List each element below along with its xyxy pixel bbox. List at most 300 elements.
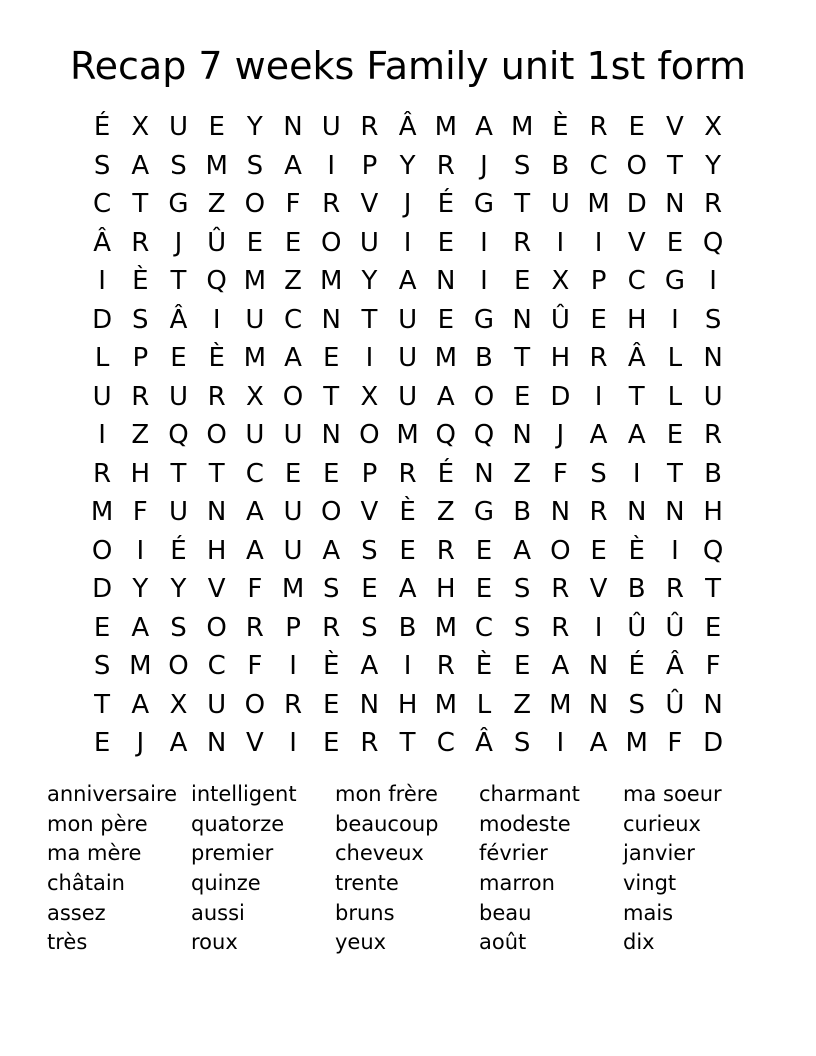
grid-letter: U (283, 535, 303, 566)
grid-letter: O (91, 535, 113, 566)
grid-letter: A (322, 535, 341, 566)
grid-letter: Q (702, 227, 724, 258)
grid-letter: É (437, 458, 454, 489)
grid-letter: U (321, 112, 341, 143)
grid-row (83, 455, 733, 494)
grid-letter: H (130, 458, 151, 489)
grid-letter: E (323, 343, 340, 374)
word-list-item: charmant (479, 782, 580, 806)
grid-letter: U (168, 497, 188, 528)
grid-letter: É (170, 535, 187, 566)
grid-letter: Y (705, 150, 722, 181)
word-list-item: modeste (479, 811, 571, 836)
grid-letter: H (436, 574, 456, 605)
grid-letter: A (284, 150, 302, 181)
grid-letter: M (434, 689, 457, 720)
grid-letter: A (589, 728, 608, 759)
grid-letter: I (289, 651, 297, 682)
grid-letter: N (359, 689, 380, 720)
grid-letter: G (168, 189, 189, 220)
grid-letter: T (399, 728, 416, 759)
grid-letter: Z (207, 189, 226, 220)
grid-letter: E (437, 227, 454, 258)
grid-row (83, 378, 733, 417)
grid-row (83, 108, 733, 147)
grid-letter: F (285, 189, 301, 220)
grid-letter: S (704, 304, 722, 335)
grid-letter: O (320, 497, 342, 528)
grid-letter: Â (666, 651, 684, 682)
grid-letter: E (284, 458, 302, 489)
grid-letter: M (396, 420, 419, 451)
grid-letter: E (170, 343, 187, 374)
grid-letter: N (512, 420, 532, 451)
grid-letter: E (475, 535, 493, 566)
grid-letter: T (361, 304, 378, 335)
grid-letter: C (589, 150, 608, 181)
page-title: Recap 7 weeks Family unit 1st form (69, 44, 747, 88)
grid-letter: V (207, 574, 226, 605)
grid-letter: B (513, 497, 532, 528)
grid-letter: H (550, 343, 571, 374)
grid-letter: R (436, 651, 455, 682)
grid-letter: M (281, 574, 305, 605)
grid-letter: R (589, 497, 608, 528)
grid-letter: T (666, 150, 683, 181)
grid-letter: E (323, 728, 340, 759)
grid-letter: E (590, 535, 607, 566)
grid-letter: E (284, 227, 302, 258)
grid-letter: N (283, 112, 303, 143)
grid-letter: S (93, 150, 111, 181)
grid-letter: L (476, 689, 492, 720)
grid-letter: M (129, 651, 152, 682)
word-column (479, 780, 623, 958)
grid-letter: Û (665, 612, 685, 643)
word-list (47, 780, 767, 958)
grid-letter: J (174, 227, 183, 258)
grid-letter: D (626, 189, 647, 220)
grid-letter: I (289, 728, 297, 759)
letter-grid (83, 108, 733, 763)
grid-letter: M (320, 266, 343, 297)
grid-letter: A (131, 612, 150, 643)
grid-letter: A (475, 112, 493, 143)
grid-letter: R (589, 112, 608, 143)
grid-letter: S (628, 689, 645, 720)
grid-row (83, 185, 733, 224)
grid-letter: T (132, 189, 149, 220)
grid-letter: C (436, 728, 455, 759)
grid-letter: M (243, 266, 267, 297)
grid-letter: H (397, 689, 418, 720)
grid-letter: I (594, 381, 603, 412)
word-list-item: intelligent (191, 782, 297, 806)
grid-letter: A (169, 728, 188, 759)
grid-letter: N (474, 458, 494, 489)
grid-letter: D (92, 574, 113, 605)
grid-letter: N (321, 420, 341, 451)
grid-letter: È (475, 651, 493, 682)
grid-letter: Â (398, 112, 417, 143)
grid-letter: A (627, 420, 646, 451)
grid-letter: R (551, 612, 570, 643)
grid-letter: R (131, 381, 150, 412)
word-list-item: curieux (623, 811, 701, 836)
grid-letter: T (514, 343, 531, 374)
grid-letter: E (513, 266, 531, 297)
grid-letter: Û (665, 689, 685, 720)
word-list-item: cheveux (335, 841, 424, 866)
word-list-item: vingt (623, 871, 677, 896)
grid-letter: N (665, 189, 685, 220)
grid-letter: C (283, 304, 303, 335)
grid-letter: R (436, 535, 455, 566)
grid-letter: T (666, 458, 683, 489)
grid-letter: M (587, 189, 610, 220)
word-list-item: beau (479, 900, 532, 925)
grid-letter: Q (473, 420, 495, 451)
grid-letter: U (398, 381, 418, 412)
grid-letter: R (665, 574, 684, 605)
grid-letter: É (437, 189, 454, 220)
grid-letter: É (93, 112, 111, 143)
grid-letter: C (207, 651, 226, 682)
grid-letter: V (360, 497, 379, 528)
word-list-item: yeux (335, 930, 387, 955)
grid-letter: B (704, 458, 723, 489)
grid-letter: E (208, 112, 225, 143)
grid-letter: C (93, 189, 112, 220)
grid-letter: F (667, 728, 683, 759)
grid-letter: I (403, 227, 412, 258)
grid-letter: F (705, 651, 721, 682)
grid-row (83, 570, 733, 609)
grid-letter: A (245, 497, 264, 528)
grid-letter: U (92, 381, 112, 412)
word-list-item: février (479, 841, 548, 866)
grid-letter: O (626, 150, 647, 181)
grid-letter: Â (475, 728, 493, 759)
grid-letter: H (703, 497, 723, 528)
grid-letter: G (473, 497, 495, 528)
grid-letter: I (212, 304, 221, 335)
grid-letter: I (671, 535, 679, 566)
grid-letter: E (628, 112, 645, 143)
grid-letter: J (403, 189, 412, 220)
grid-letter: R (322, 189, 341, 220)
grid-letter: I (98, 266, 106, 297)
grid-row (83, 686, 733, 725)
grid-letter: F (247, 651, 263, 682)
grid-letter: O (244, 689, 266, 720)
grid-letter: N (588, 689, 609, 720)
grid-letter: R (322, 612, 341, 643)
grid-letter: T (170, 458, 187, 489)
word-list-item: trente (335, 871, 399, 896)
grid-letter: D (92, 304, 113, 335)
grid-letter: N (321, 304, 341, 335)
grid-letter: X (360, 381, 379, 412)
word-column (335, 780, 479, 958)
grid-letter: Y (170, 574, 187, 605)
grid-letter: G (473, 189, 495, 220)
grid-letter: T (705, 574, 722, 605)
grid-letter: E (475, 574, 493, 605)
word-list-item: assez (47, 900, 106, 925)
word-list-item: anniversaire (47, 782, 178, 806)
grid-letter: U (398, 304, 418, 335)
grid-letter: I (556, 227, 565, 258)
grid-letter: M (205, 150, 228, 181)
grid-letter: B (475, 343, 493, 374)
grid-letter: É (628, 651, 645, 682)
grid-row (83, 339, 733, 378)
grid-letter: U (703, 381, 723, 412)
grid-letter: E (361, 574, 378, 605)
grid-letter: S (513, 728, 531, 759)
grid-letter: A (398, 266, 417, 297)
grid-letter: E (666, 227, 684, 258)
word-list-item: bruns (335, 900, 395, 925)
grid-letter: Û (550, 304, 570, 335)
grid-letter: J (480, 150, 488, 181)
word-list-item: mon père (47, 811, 148, 836)
grid-letter: N (703, 343, 723, 374)
grid-letter: M (625, 728, 648, 759)
grid-letter: M (549, 689, 572, 720)
grid-letter: U (550, 189, 570, 220)
grid-letter: A (360, 651, 379, 682)
grid-letter: I (556, 728, 565, 759)
grid-letter: Q (206, 266, 227, 297)
grid-letter: T (170, 266, 187, 297)
word-list-item: très (47, 930, 88, 955)
grid-letter: N (550, 497, 571, 528)
grid-letter: X (551, 266, 570, 297)
grid-letter: X (169, 689, 188, 720)
grid-letter: E (399, 535, 416, 566)
grid-letter: O (206, 420, 227, 451)
grid-letter: Û (207, 227, 227, 258)
grid-letter: Y (399, 150, 416, 181)
grid-letter: G (473, 304, 495, 335)
grid-letter: S (513, 612, 531, 643)
grid-letter: E (323, 458, 340, 489)
grid-row (83, 147, 733, 186)
word-list-item: dix (623, 930, 655, 955)
word-column (47, 780, 191, 958)
grid-letter: M (90, 497, 114, 528)
grid-letter: R (93, 458, 112, 489)
grid-letter: Q (702, 535, 724, 566)
grid-letter: T (94, 689, 111, 720)
grid-letter: C (627, 266, 646, 297)
grid-letter: R (436, 150, 455, 181)
grid-letter: T (208, 458, 225, 489)
grid-letter: Z (284, 266, 302, 297)
grid-letter: J (136, 728, 145, 759)
word-list-item: premier (191, 841, 274, 866)
grid-letter: C (245, 458, 264, 489)
grid-row (83, 647, 733, 686)
grid-letter: H (206, 535, 227, 566)
grid-letter: O (282, 381, 304, 412)
grid-row (83, 262, 733, 301)
grid-letter: A (436, 381, 455, 412)
grid-letter: S (361, 612, 378, 643)
grid-letter: R (589, 343, 608, 374)
grid-letter: Z (513, 458, 532, 489)
grid-letter: S (590, 458, 607, 489)
word-list-item: aussi (191, 900, 245, 925)
grid-letter: Z (436, 497, 455, 528)
grid-letter: M (510, 112, 534, 143)
grid-letter: A (398, 574, 417, 605)
grid-letter: Y (132, 574, 149, 605)
grid-letter: S (322, 574, 340, 605)
grid-letter: L (94, 343, 110, 374)
grid-letter: N (512, 304, 532, 335)
word-list-item: quatorze (191, 811, 285, 836)
word-list-item: août (479, 930, 527, 955)
grid-row (83, 609, 733, 648)
grid-letter: O (473, 381, 495, 412)
grid-letter: R (207, 381, 226, 412)
grid-letter: È (399, 497, 416, 528)
grid-letter: E (590, 304, 607, 335)
grid-letter: E (246, 227, 264, 258)
grid-letter: Q (435, 420, 457, 451)
word-list-item: ma mère (47, 841, 142, 866)
grid-letter: Â (169, 304, 188, 335)
grid-letter: E (513, 651, 531, 682)
grid-row (83, 493, 733, 532)
grid-letter: Z (513, 689, 532, 720)
grid-letter: O (206, 612, 227, 643)
grid-letter: N (206, 728, 227, 759)
grid-letter: G (664, 266, 685, 297)
grid-letter: I (480, 227, 488, 258)
grid-letter: D (703, 728, 724, 759)
grid-letter: O (550, 535, 571, 566)
grid-letter: R (704, 189, 723, 220)
grid-letter: L (667, 343, 683, 374)
grid-letter: A (131, 689, 150, 720)
grid-letter: È (132, 266, 149, 297)
grid-letter: I (98, 420, 106, 451)
grid-letter: I (632, 458, 641, 489)
grid-letter: R (360, 728, 379, 759)
grid-letter: M (434, 112, 457, 143)
grid-letter: È (208, 343, 225, 374)
grid-letter: I (594, 612, 603, 643)
grid-letter: F (132, 497, 148, 528)
grid-letter: V (360, 189, 379, 220)
grid-letter: R (245, 612, 264, 643)
grid-letter: B (627, 574, 646, 605)
grid-letter: S (513, 150, 531, 181)
grid-letter: X (245, 381, 264, 412)
grid-letter: E (93, 612, 111, 643)
grid-letter: R (283, 689, 303, 720)
grid-letter: E (437, 304, 454, 335)
grid-letter: T (323, 381, 340, 412)
word-list-item: roux (191, 930, 238, 955)
grid-letter: T (628, 381, 645, 412)
grid-letter: P (590, 266, 607, 297)
grid-row (83, 224, 733, 263)
grid-letter: O (244, 189, 266, 220)
grid-letter: N (665, 497, 685, 528)
grid-letter: I (594, 227, 603, 258)
word-list-item: beaucoup (335, 811, 439, 836)
grid-letter: È (552, 112, 569, 143)
grid-letter: I (327, 150, 336, 181)
grid-letter: C (474, 612, 494, 643)
grid-letter: O (359, 420, 380, 451)
grid-letter: S (170, 612, 187, 643)
word-list-item: janvier (623, 841, 695, 866)
grid-letter: B (398, 612, 417, 643)
grid-letter: U (168, 381, 188, 412)
grid-letter: A (589, 420, 608, 451)
grid-letter: A (551, 651, 570, 682)
grid-letter: N (626, 497, 647, 528)
grid-letter: N (588, 651, 609, 682)
grid-letter: Â (93, 227, 111, 258)
grid-letter: B (551, 150, 570, 181)
word-list-item: ma soeur (623, 782, 722, 806)
grid-letter: R (398, 458, 417, 489)
grid-letter: S (170, 150, 187, 181)
grid-letter: Y (361, 266, 378, 297)
grid-letter: T (514, 189, 531, 220)
grid-letter: J (556, 420, 565, 451)
grid-letter: R (704, 420, 723, 451)
grid-letter: A (245, 535, 264, 566)
grid-letter: I (365, 343, 374, 374)
grid-letter: I (671, 304, 679, 335)
grid-letter: U (283, 497, 303, 528)
grid-letter: V (666, 112, 684, 143)
grid-letter: A (131, 150, 150, 181)
grid-letter: F (552, 458, 568, 489)
grid-letter: M (434, 343, 457, 374)
grid-letter: Â (627, 343, 646, 374)
grid-letter: S (513, 574, 531, 605)
grid-letter: S (246, 150, 264, 181)
grid-letter: Û (627, 612, 647, 643)
grid-letter: U (245, 420, 265, 451)
grid-letter: N (703, 689, 723, 720)
grid-letter: R (131, 227, 150, 258)
grid-row (83, 301, 733, 340)
grid-letter: I (136, 535, 145, 566)
grid-letter: R (360, 112, 379, 143)
grid-letter: L (667, 381, 683, 412)
grid-letter: S (132, 304, 149, 335)
word-column (623, 780, 767, 958)
grid-letter: E (513, 381, 531, 412)
grid-letter: S (361, 535, 378, 566)
grid-letter: R (513, 227, 532, 258)
grid-letter: N (436, 266, 456, 297)
grid-row (83, 532, 733, 571)
grid-letter: M (434, 612, 457, 643)
word-list-item: quinze (191, 871, 261, 896)
grid-letter: X (131, 112, 150, 143)
